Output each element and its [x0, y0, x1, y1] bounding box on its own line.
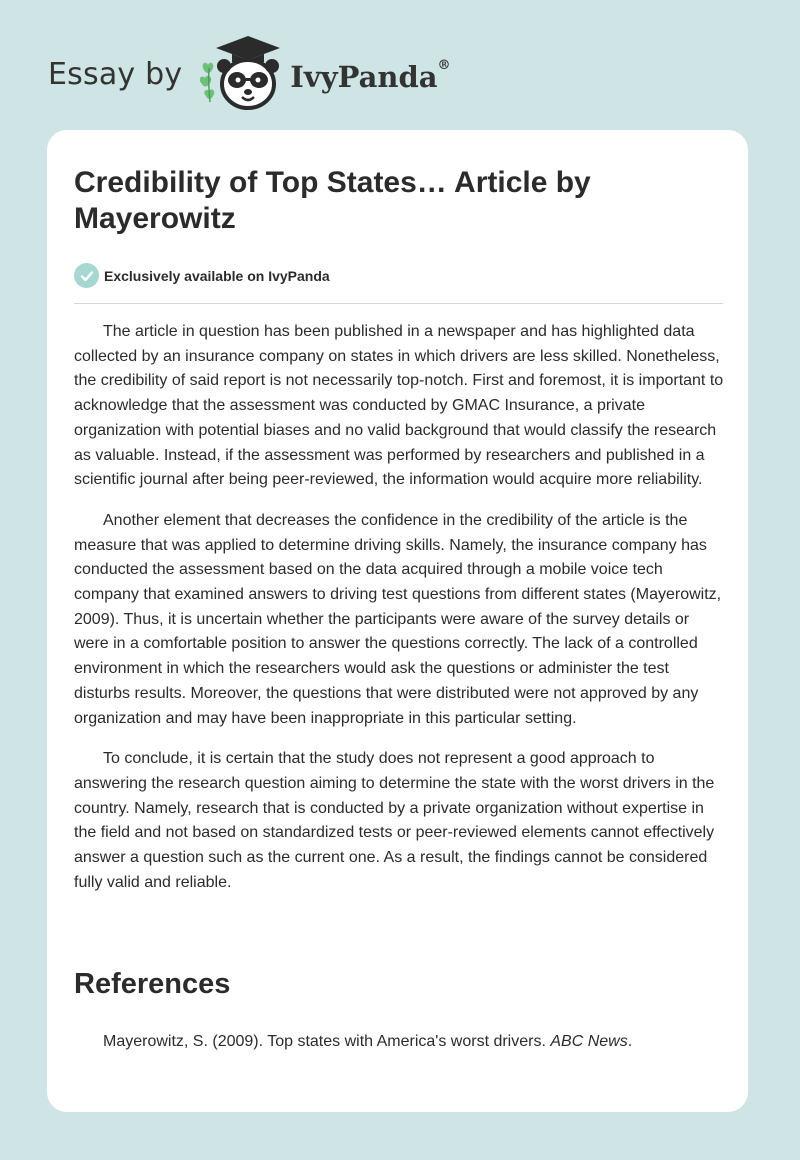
exclusive-badge	[74, 263, 330, 288]
exclusive-label: Exclusively available on IvyPanda	[104, 267, 330, 284]
site-header	[48, 34, 451, 114]
reference-entry	[103, 1030, 723, 1054]
ivy-leaf-icon	[200, 63, 214, 102]
brand-text: IvyPanda	[290, 60, 438, 94]
page-title: Credibility of Top States… Article by Mayerowitz	[74, 166, 591, 235]
paragraph-1: The article in question has been published in a newspaper and has highlighted data collected by an insurance company on states in which drivers are less skilled. Nonetheless, the credibility of said report is not necessarily top-notch. First and foremost, it is important to acknowledge that the assessment was conducted by GMAC Insurance, a private organization with potential biases and no valid background that would classify the research as valuable. Instead, if the assessment was performed by researchers and published in a scientific journal after being peer-reviewed, the information would acquire more reliability.	[74, 323, 724, 489]
divider	[74, 303, 723, 304]
check-circle-icon	[74, 263, 99, 288]
paragraph-2: Another element that decreases the confidence in the credibility of the article is the measure that was applied to determine driving skills. Namely, the insurance company has conducted the assessment based on the data acquired through a mobile voice tech company that examined answers to driving test questions from different states (Mayerowitz, 2009). Thus, it is uncertain whether the participants were aware of the survey details or were in a comfortable position to answer the questions correctly. The lack of a controlled environment in which the researchers would ask the questions or administer the test disturbs results. Moreover, the questions that were distributed were not approved by any organization and may have been inappropriate in this particular setting.	[74, 511, 722, 727]
essay-body	[74, 320, 726, 911]
paragraph-3: To conclude, it is certain that the study does not represent a good approach to answering the research question aiming to determine the state with the worst drivers in the country. Namely, research that is conducted by a private organization without expertise in the field and not based on standardized tests or peer-reviewed elements cannot effectively answer a question such as the current one. As a result, the findings cannot be considered fully valid and reliable.	[74, 750, 715, 891]
essay-by-label: Essay by	[48, 56, 183, 92]
references-heading: References	[74, 968, 231, 1000]
registered-mark: ®	[437, 58, 451, 73]
reference-source: ABC News	[550, 1033, 628, 1050]
ivypanda-logo-icon[interactable]	[192, 34, 288, 114]
reference-text: Mayerowitz, S. (2009). Top states with America's worst drivers.	[103, 1033, 551, 1050]
essay-card	[47, 130, 748, 1112]
brand-name[interactable]	[290, 60, 450, 94]
reference-end: .	[627, 1033, 633, 1050]
